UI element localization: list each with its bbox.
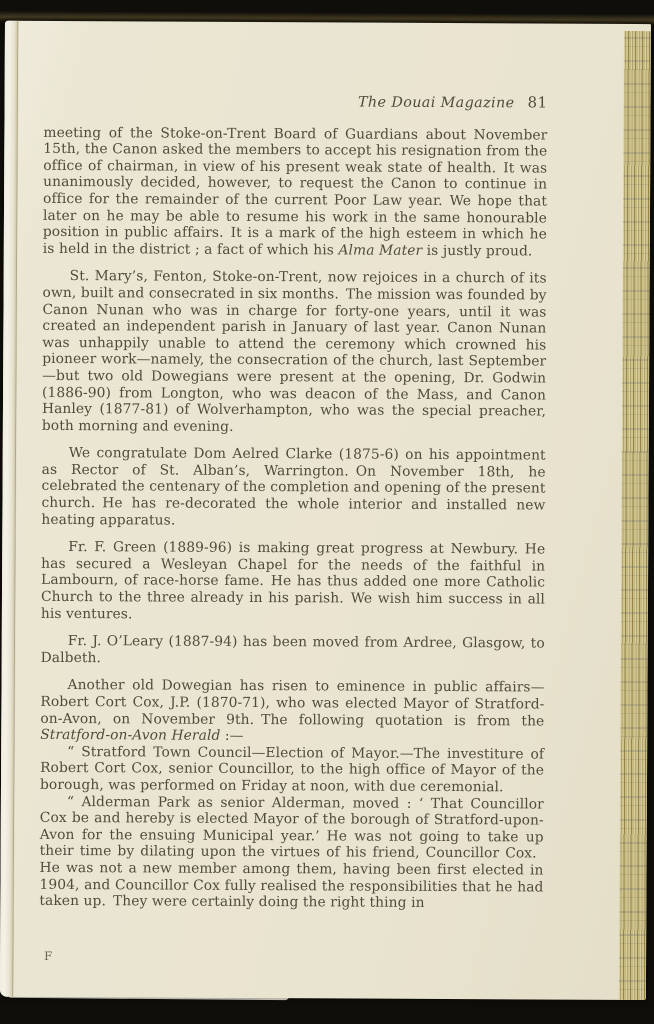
- text-segment: is justly proud.: [422, 242, 533, 260]
- page-number: 81: [527, 93, 548, 112]
- paragraph: [40, 744, 544, 796]
- book-page: [0, 21, 651, 1000]
- book-fore-edge: [619, 31, 651, 1000]
- page-gutter-edge: [0, 21, 19, 997]
- text-segment: “ Stratford Town Council—Election of Mayor.—The investiture of Robert Cort Cox, senior Councillor, to the high office of Mayor of the borough, was performed on Friday at noon, with due ceremonial.: [39, 743, 545, 796]
- text-segment: St. Mary’s, Fenton, Stoke-on-Trent, now rejoices in a church of its own, built and consecrated in six months. The mission was founded by Canon Nunan who was in charge for forty-one years, until it was created an independent parish in January of last year. Canon Nunan was unhappily unable to attend the ceremony which crowned his pioneer work—namely, the consecration of the church, last September—but two old Dowegians were present at the opening, Dr. Godwin (1886-90) from Longton, who was deacon of the Mass, and Canon Hanley (1877-81) of Wolverhampton, who was the special preacher, both morning and evening.: [41, 268, 547, 435]
- paragraph: [43, 124, 548, 259]
- paragraph: [40, 677, 544, 746]
- journal-title: The Douai Magazine: [357, 94, 515, 112]
- paragraph: [41, 445, 545, 531]
- paragraph: [39, 793, 544, 912]
- text-segment: Another old Dowegian has risen to eminence in public affairs—Robert Cort Cox, J.P. (1870-71), who was elected Mayor of Stratford-on-Avon, on November 9th. The following quotation is from the: [40, 677, 545, 730]
- text-segment: :—: [220, 728, 244, 745]
- signature-mark: F: [44, 948, 54, 963]
- italic-text-segment: Stratford-on-Avon Herald: [40, 727, 221, 745]
- paragraph: [41, 633, 545, 669]
- text-segment: meeting of the Stoke-on-Trent Board of Guardians about November 15th, the Canon asked the members to accept his resignation from the office of chairman, in view of his present weak state of health. It was unanimously decided, however, to request the Canon to continue in office for the remainder of the current Poor Law year. We hope that later on he may be able to resume his work in the same honourable position in public affairs. It is a mark of the high esteem in which he is held in the district ; a fact of which his: [42, 124, 548, 259]
- text-segment: Fr. F. Green (1889-96) is making great progress at Newbury. He has secured a Wesleyan Chapel for the needs of the faithful in Lambourn, of race-horse fame. He has thus added one more Catholic Church to the three already in his parish. We wish him success in all his ventures.: [40, 539, 546, 622]
- text-segment: Fr. J. O’Leary (1887-94) has been moved from Ardree, Glasgow, to Dalbeth.: [40, 633, 545, 667]
- page-content: [39, 92, 547, 912]
- text-segment: We congratulate Dom Aelred Clarke (1875-6) on his appointment as Rector of St. Alban’s, Warrington. On November 18th, he celebrated the centenary of the completion and opening of the present church. He has re-decorated the whole interior and installed new heating apparatus.: [41, 445, 546, 529]
- body-text: [39, 124, 547, 912]
- text-segment: “ Alderman Park as senior Alderman, moved : ‘ That Councillor Cox be and hereby is elected Mayor of the borough of Stratford-upon-Avon for the ensuing Municipal year.’ He was not going to take up their time by dilating upon the virtues of his friend, Councillor Cox. He was not a new member among them, having been first elected in 1904, and Councillor Cox fully realised the responsibilities that he had taken up. They were certainly doing the right thing in: [39, 793, 544, 912]
- paragraph: [41, 539, 545, 625]
- italic-text-segment: Alma Mater: [338, 242, 423, 259]
- running-header: [44, 92, 548, 112]
- paragraph: [42, 268, 547, 437]
